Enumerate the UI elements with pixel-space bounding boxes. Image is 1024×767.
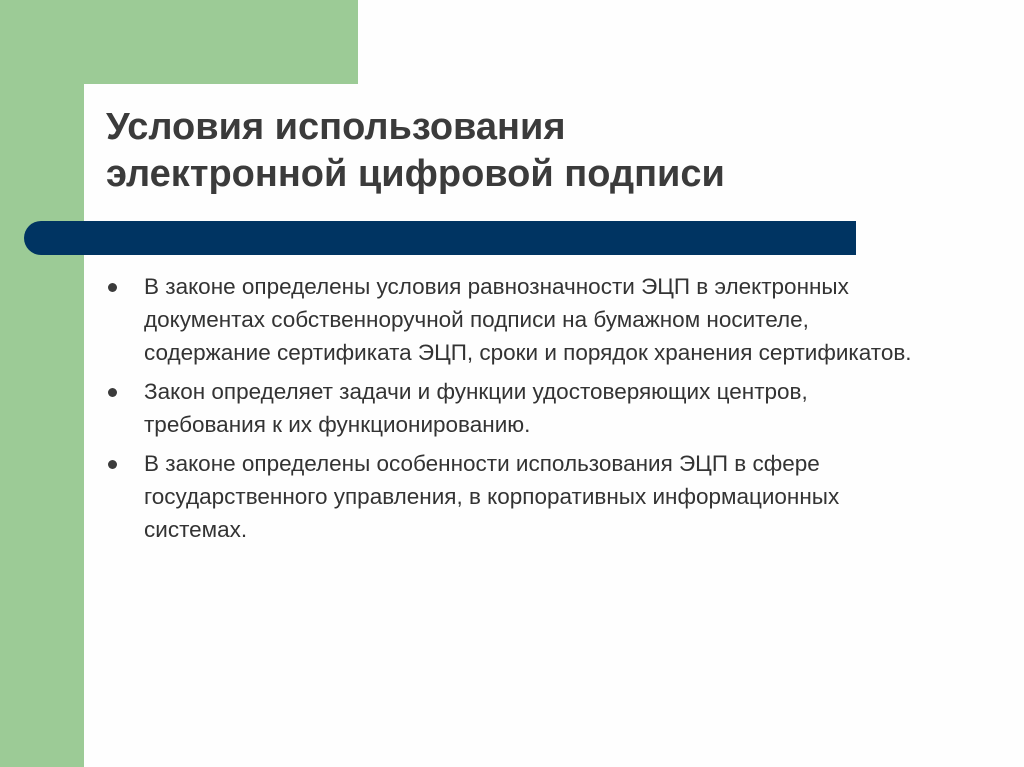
bullet-item-3 <box>106 447 916 546</box>
title-divider-bar <box>24 221 856 255</box>
title-line-2: электронной цифровой подписи <box>106 153 725 195</box>
slide-title <box>106 104 906 198</box>
bullet-list <box>106 270 916 552</box>
bullet-dot-icon <box>108 388 117 397</box>
bullet-item-2 <box>106 375 916 441</box>
bullet-dot-icon <box>108 460 117 469</box>
title-line-1: Условия использования <box>106 106 566 148</box>
bullet-text-3: В законе определены особенности использования ЭЦП в сфере государственного управления, в корпоративных информационных системах. <box>144 451 840 542</box>
bullet-item-1 <box>106 270 916 369</box>
bullet-text-1: В законе определены условия равнозначности ЭЦП в электронных документах собственноручной подписи на бумажном носителе, содержание сертификата ЭЦП, сроки и порядок хранения сертификатов. <box>144 274 912 365</box>
bullet-text-2: Закон определяет задачи и функции удостоверяющих центров, требования к их функционированию. <box>144 379 808 437</box>
green-side-strip <box>0 0 84 767</box>
bullet-dot-icon <box>108 283 117 292</box>
green-top-block <box>84 0 358 84</box>
